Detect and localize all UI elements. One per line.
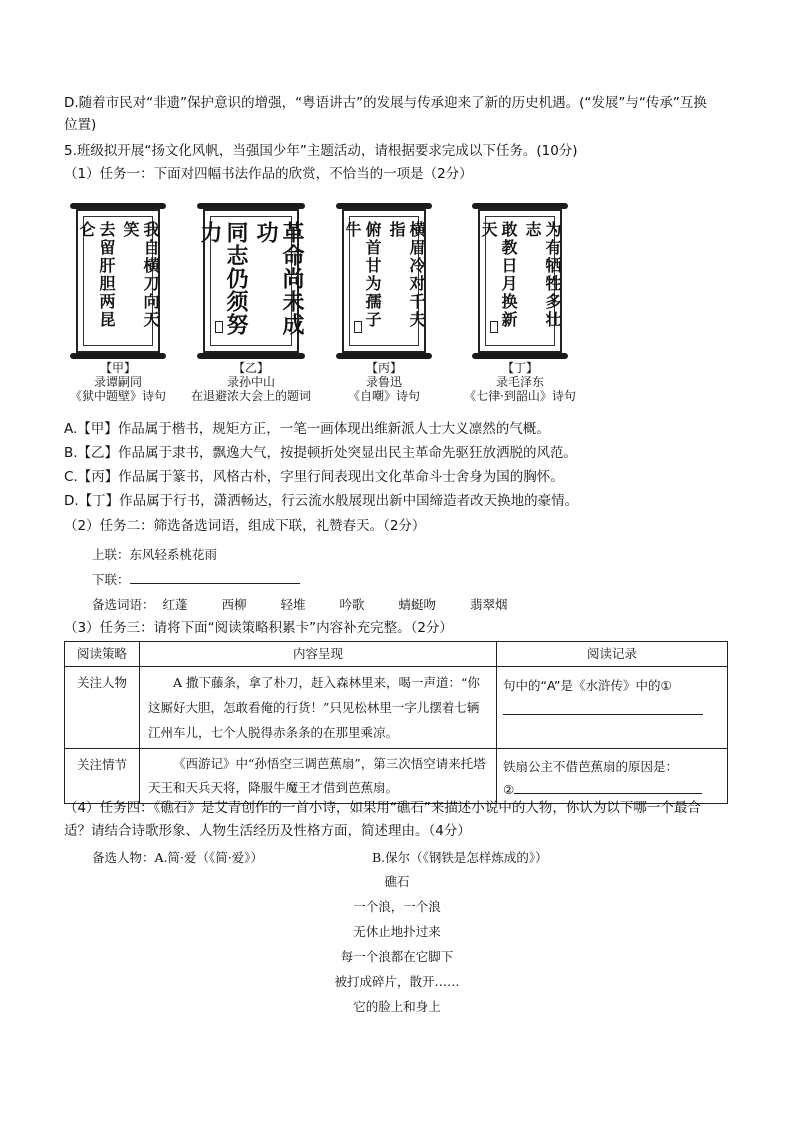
task-4-line-1: （4）任务四：《礁石》是艾青创作的一首小诗，如果用“礁石”来描述小说中的人物，你认为以下哪一个最合 [64,800,701,816]
option-d-line-2: 位置) [64,117,97,133]
option-b: B.【乙】作品属于隶书，飘逸大气，按提顿折处突显出民主革命先驱狂放洒脱的风范。 [64,445,578,461]
caption-label: 【丁】 [501,361,538,375]
scroll-column: 我自横刀向天笑 [121,221,160,329]
scroll-column: 敢教日月换新天 [479,221,518,329]
seal-stamp [490,321,498,333]
lower-couplet-label: 下联： [92,572,130,587]
scroll-column: 为有牺牲多壮志 [523,221,562,329]
scroll-paper [197,209,305,353]
caption-work: 在退避浓大会上的题词 [190,389,311,403]
record-text: 铁扇公主不借芭蕉扇的原因是： [503,759,679,774]
table-row [65,667,728,749]
strategy-cell: 关注情节 [65,749,140,804]
scroll-rod [472,353,568,359]
lower-couplet [92,569,762,591]
poem-line: 无休止地扑过来 [353,924,441,939]
caption-label: 【乙】 [232,361,269,375]
task-2-title: （2）任务二：筛选备选词语，组成下联，礼赞春天。（2分） [64,518,426,534]
poem-line: 一个浪，一个浪 [353,899,441,914]
strategy-cell: 关注人物 [65,667,140,749]
option-a: A.【甲】作品属于楷书，规矩方正，一笔一画体现出维新派人士大义凛然的气概。 [64,421,550,437]
poem-line: 每一个浪都在它脚下 [340,949,454,964]
seal-stamp [215,321,223,333]
upper-couplet: 上联：东风轻系桃花雨 [92,547,218,562]
task-1-title: （1）任务一：下面对四幅书法作品的欣赏，不恰当的一项是（2分） [64,166,473,182]
candidate-person-b: B.保尔（《钢铁是怎样炼成的》） [372,850,548,865]
candidate-word: 西柳 [221,597,247,612]
lower-couplet-answer-blank[interactable] [130,569,300,584]
caption-author: 录毛泽东 [495,375,544,389]
scroll-column: 俯首甘为孺子牛 [343,221,382,329]
caption-work: 《自嘲》诗句 [347,389,420,403]
record-text: 句中的“A”是《水浒传》中的① [503,678,672,693]
scroll-column: 同志仍须努力 [197,221,249,336]
scroll-paper [76,209,160,353]
scroll-column: 革命尚未成功 [253,221,305,336]
poem-title: 礁石 [384,874,410,889]
scroll-paper [478,209,562,353]
caption-author: 录谭嗣同 [93,375,142,389]
scroll-caption-ding [440,361,600,403]
scroll-column: 横眉冷对千夫指 [387,221,426,329]
caption-work: 《狱中题壁》诗句 [69,389,166,403]
header-record: 阅读记录 [497,642,728,667]
candidate-person-a: 备选人物：A.简·爱（《简·爱》） [92,850,263,865]
record-cell [497,749,728,804]
task-3-title: （3）任务三：请将下面“阅读策略积累卡”内容补充完整。（2分） [64,620,453,636]
option-c: C.【丙】作品属于篆书，风格古朴，字里行间表现出文化革命斗士舍身为国的胸怀。 [64,469,564,485]
candidate-word: 红蓬 [162,597,188,612]
scroll-column: 去留肝胆两昆仑 [77,221,116,329]
record-marker: ② [503,782,515,797]
content-cell: 《西游记》中“孙悟空三调芭蕉扇”，第三次悟空请来托塔天王和天兵天将，降服牛魔王才借到芭蕉扇。 [140,749,497,804]
task-4-line-2: 适？请结合诗歌形象、人物生活经历及性格方面，简述理由。（4分） [64,823,471,839]
caption-label: 【丙】 [365,361,402,375]
candidate-words [92,594,762,616]
poem-line: 被打成碎片，散开…… [334,974,460,989]
answer-blank-2[interactable] [514,781,702,794]
header-content: 内容呈现 [140,642,497,667]
scroll-rod [70,353,166,359]
calligraphy-scroll-bing [336,203,432,359]
calligraphy-scroll-jia [70,203,166,359]
candidate-word: 翡翠烟 [470,597,508,612]
caption-author: 录孙中山 [226,375,275,389]
calligraphy-scroll-ding [472,203,568,359]
record-cell [497,667,728,749]
poem-line: 它的脸上和身上 [353,999,441,1014]
option-d-line-1: D.随着市民对“非遗”保护意识的增强，“粤语讲古”的发展与传承迎来了新的历史机遇。(“发展”与“传承”互换 [64,95,707,111]
candidate-word: 吟歌 [339,597,365,612]
calligraphy-scroll-yi [197,203,305,359]
scroll-rod [197,353,305,359]
candidate-word: 蜻蜓吻 [398,597,437,612]
seal-stamp [354,321,362,333]
caption-label: 【甲】 [99,361,136,375]
candidate-words-label: 备选词语： [92,597,155,612]
question-5-title: 5.班级拟开展“扬文化风帆，当强国少年”主题活动，请根据要求完成以下任务。(10分) [64,143,578,159]
table-row [65,749,728,804]
scroll-rod [336,353,432,359]
candidate-word: 轻堆 [280,597,306,612]
reading-strategy-card [64,641,728,804]
content-cell: A 撒下藤条，拿了朴刀，赶入森林里来，喝一声道：“你这厮好大胆，怎敢看俺的行货！”只见松林里一字儿摆着七辆江州车儿，七个人脱得赤条条的在那里乘凉。 [140,667,497,749]
scroll-paper [342,209,426,353]
caption-author: 录鲁迅 [365,375,402,389]
caption-work: 《七律·到韶山》诗句 [464,389,576,403]
header-strategy: 阅读策略 [65,642,140,667]
answer-blank-1[interactable] [503,702,703,715]
option-d: D.【丁】作品属于行书，潇洒畅达，行云流水般展现出新中国缔造者改天换地的豪情。 [64,493,579,509]
